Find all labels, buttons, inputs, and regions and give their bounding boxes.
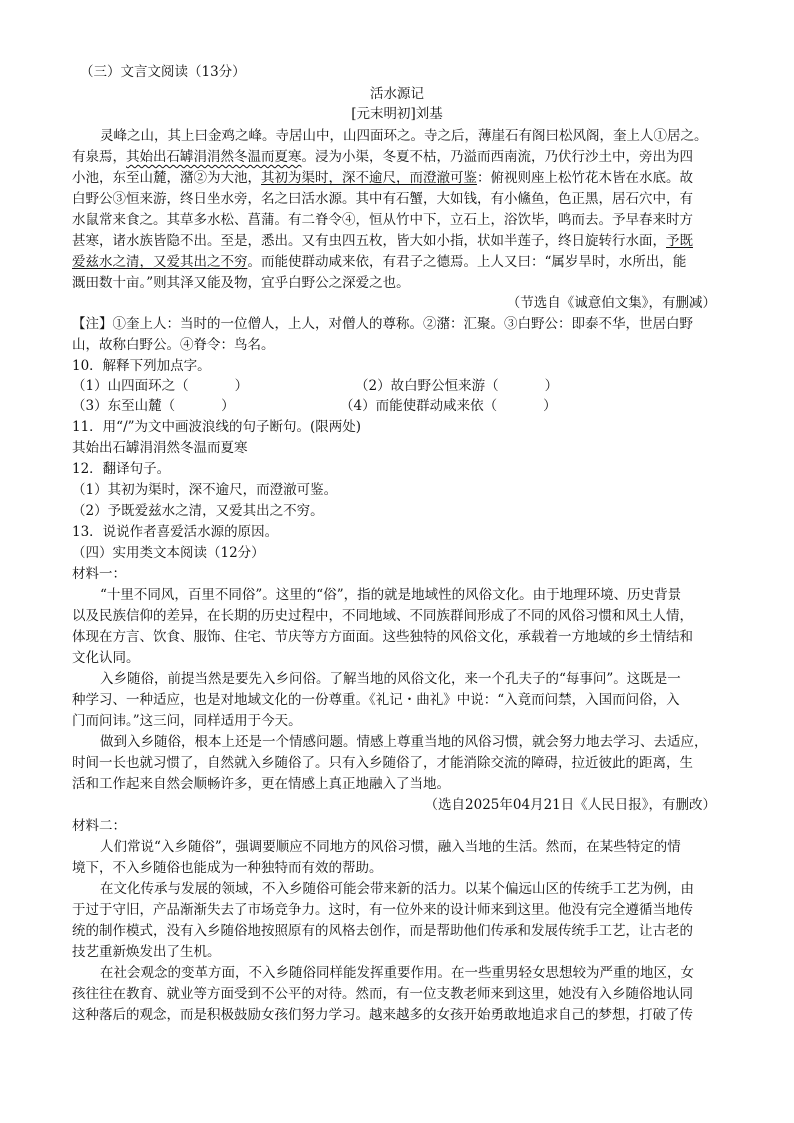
- section3-heading: （三）文言文阅读（13分）: [80, 64, 246, 80]
- passage-line-2: 有泉焉，其始出石罅涓涓然冬温而夏寒。浸为小渠，冬夏不枯，乃溢而西南流，乃伏行沙土中，旁出为四: [72, 149, 693, 165]
- material-1-line: 活和工作起来自然会顺畅许多，更在情感上真正地融入了当地。: [72, 776, 450, 792]
- passage-line-7: 爱兹水之清，又爱其出之不穷。而能使群动咸来依，有君子之德焉。上人又曰：“属岁旱时，水所出，能: [72, 254, 687, 270]
- material-2-line: 这种落后的观念，而是积极鼓励女孩们努力学习。越来越多的女孩开始勇敢地追求自己的梦想，打破了传: [72, 1007, 693, 1023]
- material-1-line: 种学习、一种适应，也是对地域文化的一份尊重。《礼记・曲礼》中说：“入竟而问禁，入国而问俗，入: [72, 692, 680, 708]
- material-2-line: 于过于守旧，产品渐渐失去了市场竞争力。这时，有一位外来的设计师来到这里。他没有完全遵循当地传: [72, 902, 693, 918]
- passage-author: [元末明初]刘基: [351, 106, 443, 122]
- question-12-item-2: （2）予既爱兹水之清，又爱其出之不穷。: [72, 503, 324, 519]
- material-2-line: 孩往往在教育、就业等方面受到不公平的对待。然而，有一位支教老师来到这里，她没有入乡随俗地认同: [72, 986, 693, 1002]
- material-1-line: “十里不同风，百里不同俗”。这里的“俗”，指的就是地域性的风俗文化。由于地理环境、历史背景: [100, 587, 682, 603]
- material-1-line: 体现在方言、饮食、服饰、住宅、节庆等方方面面。这些独特的风俗文化，承载着一方地域的乡土情结和: [72, 629, 693, 645]
- material-2-label: 材料二：: [72, 818, 126, 834]
- material-1-line: 文化认同。: [72, 650, 140, 666]
- material-2-line: 在文化传承与发展的领域，不入乡随俗可能会带来新的活力。以某个偏远山区的传统手工艺为例，由: [100, 881, 694, 897]
- material-1-line: 以及民族信仰的差异，在长期的历史过程中，不同地域、不同族群间形成了不同的风俗习惯和风土人情，: [72, 608, 693, 624]
- question-12: 12．翻译句子。: [72, 461, 171, 477]
- passage-line-6: 甚寒，诸水族皆隐不出。至是，悉出。又有虫四五枚，皆大如小指，状如半莲子，终日旋转行水面，予既: [72, 233, 693, 249]
- passage-line-8: 溉田数十亩。”则其泽又能及物，宜乎白野公之深爱之也。: [72, 275, 410, 291]
- material-1-line: 门而问讳。”这三问，同样适用于今天。: [72, 713, 302, 729]
- underlined-sentence-1: 其初为渠时，深不逾尺，而澄澈可鉴: [261, 170, 477, 186]
- material-1-label: 材料一：: [72, 566, 126, 582]
- material-1-source: （选自2025年04月21日《人民日报》，有删改）: [424, 797, 716, 813]
- question-10-item-1: （1）山四面环之（ ）: [72, 378, 249, 394]
- annotation-line-1: 【注】①奎上人：当时的一位僧人，上人，对僧人的尊称。②潴：汇聚。③白野公：即泰不华，世居白野: [72, 316, 693, 332]
- passage-line-3: 小池，东至山麓，潴②为大池，其初为渠时，深不逾尺，而澄澈可鉴：俯视则座上松竹花木皆在水底。故: [72, 170, 693, 186]
- passage-line-4: 白野公③恒来游，终日坐水旁，名之曰活水源。其中有石蟹，大如钱，有小鯈鱼，色正黑，居石穴中，有: [72, 191, 693, 207]
- question-11: 11．用“/”为文中画波浪线的句子断句。(限两处): [72, 419, 362, 435]
- material-2-line: 技艺重新焕发出了生机。: [72, 944, 221, 960]
- question-10-item-2: （2）故白野公恒来游（ ）: [355, 378, 559, 394]
- material-2-line: 统的制作模式，没有入乡随俗地按照原有的风格去创作，而是帮助他们传承和发展传统手工艺，让古老的: [72, 923, 693, 939]
- material-2-line: 人们常说“入乡随俗”，强调要顺应不同地方的风俗习惯，融入当地的生活。然而，在某些特定的情: [100, 839, 681, 855]
- question-10-item-3: （3）东至山麓（ ）: [72, 398, 235, 414]
- passage-line-1: 灵峰之山，其上曰金鸡之峰。寺居山中，山四面环之。寺之后，薄崖石有阁曰松风阁，奎上人①居之。: [100, 128, 708, 144]
- question-13: 13．说说作者喜爱活水源的原因。: [72, 524, 279, 540]
- material-1-line: 入乡随俗，前提当然是要先入乡问俗。了解当地的风俗文化，来一个孔夫子的“每事问”。这既是一: [100, 671, 681, 687]
- question-10-item-4: （4）而能使群动咸来依（ ）: [340, 398, 557, 414]
- passage-source: （节选自《诚意伯文集》，有删减）: [506, 295, 716, 311]
- passage-line-5: 水鼠常来食之。其草多水松、菖蒲。有二脊令④，恒从竹中下，立石上，浴饮毕，鸣而去。予早春来时方: [72, 212, 693, 228]
- material-1-line: 时间一长也就习惯了，自然就入乡随俗了。只有入乡随俗了，才能消除交流的障碍，拉近彼此的距离，生: [72, 755, 693, 771]
- material-2-line: 境下，不入乡随俗也能成为一种独特而有效的帮助。: [72, 860, 383, 876]
- underlined-sentence-2b: 爱兹水之清，又爱其出之不穷: [72, 254, 248, 270]
- wavy-sentence: 其始出石罅涓涓然冬温而夏寒: [126, 149, 302, 165]
- question-10: 10．解释下列加点字。: [72, 358, 211, 374]
- question-12-item-1: （1）其初为渠时，深不逾尺，而澄澈可鉴。: [72, 482, 338, 498]
- underlined-sentence-2a: 予既: [666, 233, 693, 249]
- section4-heading: （四）实用类文本阅读（12分）: [72, 545, 265, 561]
- material-2-line: 在社会观念的变革方面，不入乡随俗同样能发挥重要作用。在一些重男轻女思想较为严重的地区，女: [100, 965, 694, 981]
- passage-title: 活水源记: [370, 86, 424, 102]
- annotation-line-2: 山，故称白野公。④脊令：鸟名。: [72, 337, 275, 353]
- question-11-sentence: 其始出石罅涓涓然冬温而夏寒: [72, 440, 248, 456]
- material-1-line: 做到入乡随俗，根本上还是一个情感问题。情感上尊重当地的风俗习惯，就会努力地去学习、去适应，: [100, 734, 708, 750]
